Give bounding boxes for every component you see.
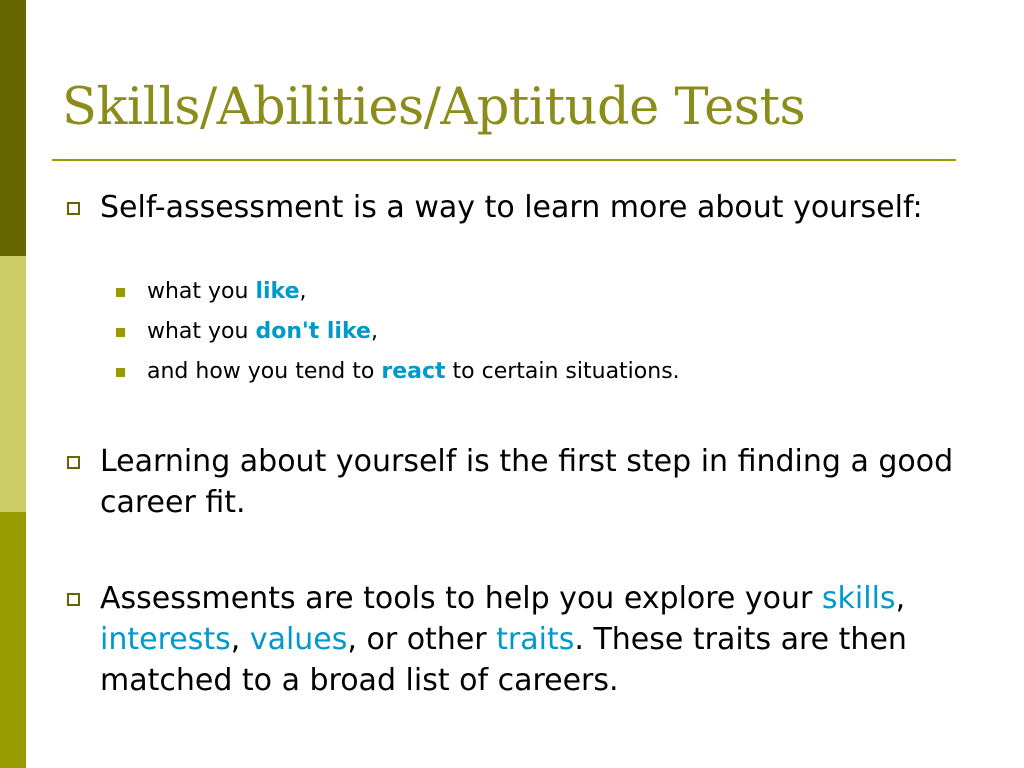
side-bar-top xyxy=(0,0,26,256)
filled-square-bullet-icon xyxy=(116,288,125,297)
bullet-text-part: , xyxy=(895,581,906,616)
bullet-text-part: . These traits are then matched to a broad list of careers. xyxy=(100,622,907,698)
square-bullet-icon xyxy=(67,456,80,469)
sub-item-text: what you xyxy=(147,319,256,344)
highlight-traits: traits xyxy=(496,622,575,657)
sub-item-react xyxy=(147,352,680,392)
bullet-text: Self-assessment is a way to learn more about yourself: xyxy=(100,190,923,225)
bullet-assessments xyxy=(100,578,970,701)
highlight-values: values xyxy=(249,622,348,657)
title-divider xyxy=(52,159,956,161)
slide-title: Skills/Abilities/Aptitude Tests xyxy=(62,78,806,137)
sub-item-text: and how you tend to xyxy=(147,359,382,384)
highlight-interests: interests xyxy=(100,622,231,657)
bullet-text-part: , xyxy=(230,622,250,657)
sub-item-highlight: don't like xyxy=(255,319,371,344)
side-bar-bottom xyxy=(0,512,26,768)
sub-item-highlight: like xyxy=(255,279,300,304)
square-bullet-icon xyxy=(67,202,80,215)
bullet-text: Learning about yourself is the first step in finding a good career fit. xyxy=(100,444,954,520)
side-bar-middle xyxy=(0,256,26,512)
sub-list xyxy=(147,272,680,392)
bullet-text-part: , or other xyxy=(347,622,497,657)
filled-square-bullet-icon xyxy=(116,368,125,377)
sub-item-highlight: react xyxy=(381,359,446,384)
sub-item-text: what you xyxy=(147,279,256,304)
sub-item-like xyxy=(147,272,680,312)
bullet-learning xyxy=(100,441,970,523)
sub-item-suffix: , xyxy=(370,319,378,344)
sub-item-dont-like xyxy=(147,312,680,352)
bullet-text-part: Assessments are tools to help you explore your xyxy=(100,581,822,616)
bullet-self-assessment xyxy=(100,187,970,228)
highlight-skills: skills xyxy=(821,581,896,616)
sub-item-suffix: , xyxy=(299,279,307,304)
square-bullet-icon xyxy=(67,593,80,606)
sub-item-suffix: to certain situations. xyxy=(445,359,680,384)
filled-square-bullet-icon xyxy=(116,328,125,337)
